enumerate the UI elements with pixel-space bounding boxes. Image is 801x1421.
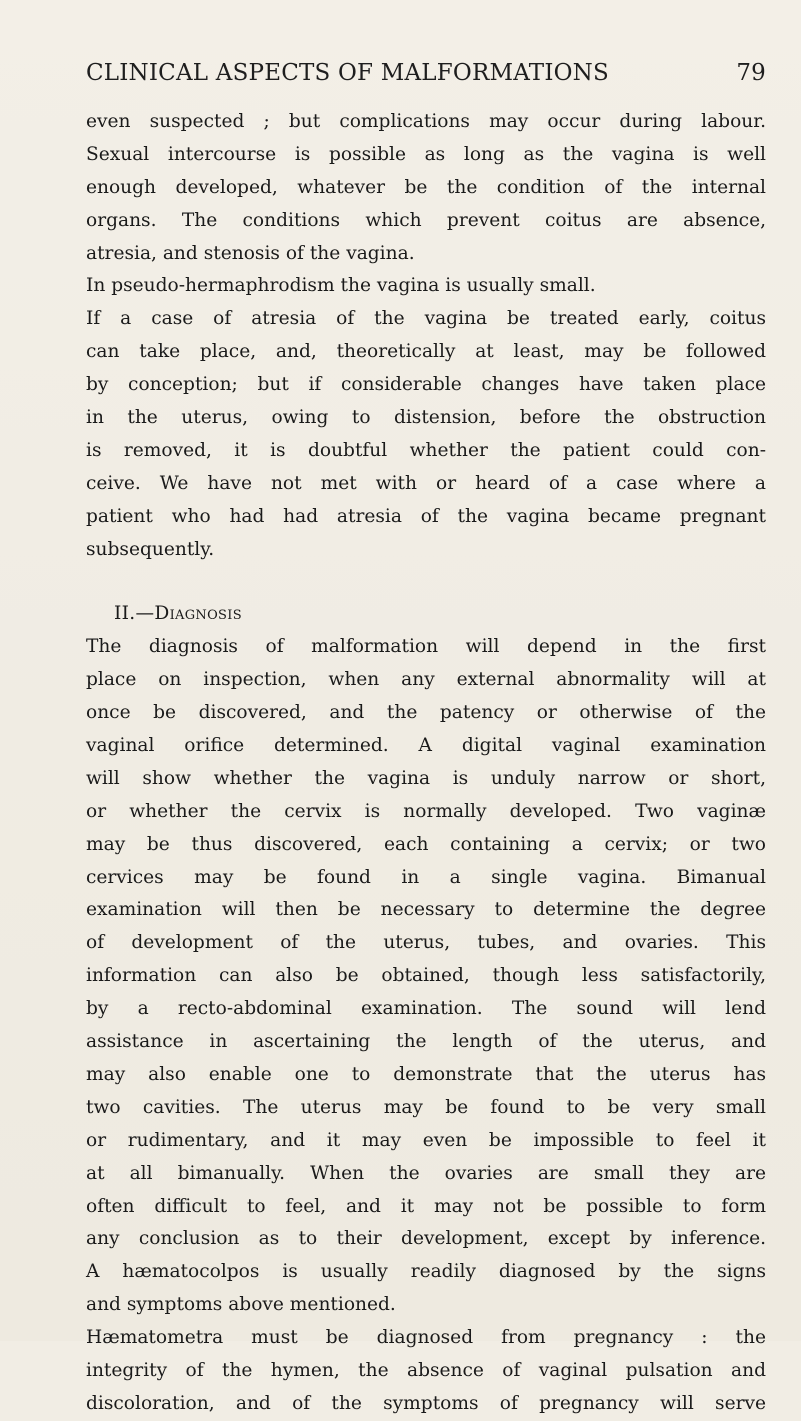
text-line: cervices may be found in a single vagina. Bimanual (86, 866, 766, 888)
paragraph-haematocolpos (86, 1256, 766, 1322)
text-line: by conception; but if considerable changes have taken place (86, 374, 766, 396)
text-line: is removed, it is doubtful whether the patient could con- (86, 439, 766, 461)
text-line: information can also be obtained, though less satisfactorily, (86, 965, 766, 987)
text-line: examination will then be necessary to determine the degree (86, 899, 766, 921)
text-line: can take place, and, theoretically at least, may be followed (86, 341, 766, 363)
text-line: Sexual intercourse is possible as long as the vagina is well (86, 143, 766, 165)
text-line: may also enable one to demonstrate that the uterus has (86, 1063, 766, 1085)
text-line: will show whether the vagina is unduly narrow or short, (86, 767, 766, 789)
text-line: The diagnosis of malformation will depend in the first (86, 636, 766, 658)
text-line: by a recto-abdominal examination. The sound will lend (86, 998, 766, 1020)
section-heading (86, 598, 766, 631)
section-title: Diagnosis (154, 603, 242, 625)
page-header (86, 60, 766, 94)
text-line: In pseudo-hermaphrodism the vagina is usually small. (86, 275, 596, 297)
text-line: integrity of the hymen, the absence of vaginal pulsation and (86, 1359, 766, 1381)
text-line: at all bimanually. When the ovaries are small they are (86, 1162, 766, 1184)
text-line: atresia, and stenosis of the vagina. (86, 242, 415, 264)
text-line: or whether the cervix is normally developed. Two vaginæ (86, 800, 766, 822)
text-line: If a case of atresia of the vagina be treated early, coitus (86, 308, 766, 330)
text-line: enough developed, whatever be the condition of the internal (86, 176, 766, 198)
body-text (86, 106, 766, 1421)
text-line: vaginal orifice determined. A digital vaginal examination (86, 735, 766, 757)
text-line: place on inspection, when any external abnormality will at (86, 669, 766, 691)
text-line: ceive. We have not met with or heard of a case where a (86, 472, 766, 494)
text-line: or rudimentary, and it may even be impossible to feel it (86, 1129, 766, 1151)
paragraph-haematometra (86, 1322, 766, 1421)
text-line: often difficult to feel, and it may not be possible to form (86, 1195, 766, 1217)
running-head: CLINICAL ASPECTS OF MALFORMATIONS (86, 60, 609, 86)
section-number: II.— (114, 603, 155, 625)
text-line: patient who had had atresia of the vagina became pregnant (86, 505, 766, 527)
page-number: 79 (736, 60, 766, 86)
text-line: subsequently. (86, 538, 215, 560)
text-line: any conclusion as to their development, except by inference. (86, 1228, 766, 1250)
paragraph-diagnosis (86, 631, 766, 1256)
text-line: Hæmatometra must be diagnosed from pregnancy : the (86, 1327, 766, 1349)
text-line: of development of the uterus, tubes, and ovaries. This (86, 932, 766, 954)
text-line: two cavities. The uterus may be found to be very small (86, 1096, 766, 1118)
text-line: may be thus discovered, each containing a cervix; or two (86, 833, 766, 855)
paragraph-pseudo-hermaphrodism (86, 270, 766, 566)
text-line: assistance in ascertaining the length of the uterus, and (86, 1031, 766, 1053)
text-line: in the uterus, owing to distension, before the obstruction (86, 407, 766, 429)
text-line: once be discovered, and the patency or otherwise of the (86, 702, 766, 724)
text-line: A hæmatocolpos is usually readily diagnosed by the signs (86, 1261, 766, 1283)
text-line: organs. The conditions which prevent coitus are absence, (86, 209, 766, 231)
text-line: discoloration, and of the symptoms of pregnancy will serve (86, 1392, 766, 1414)
text-line: and symptoms above mentioned. (86, 1294, 396, 1316)
paragraph-complications (86, 106, 766, 270)
text-line: even suspected ; but complications may occur during labour. (86, 111, 766, 132)
